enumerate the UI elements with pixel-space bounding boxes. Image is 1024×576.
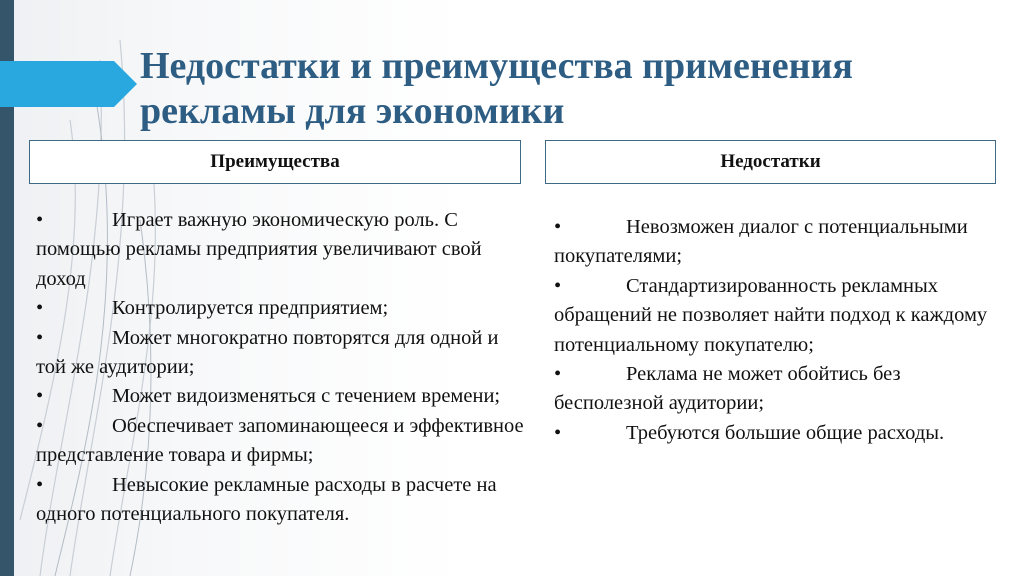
disadvantages-header: Недостатки: [545, 140, 996, 184]
advantages-header: Преимущества: [29, 140, 521, 184]
bullet: •: [36, 297, 44, 320]
bullet: •: [36, 414, 44, 437]
list-item-text: Требуются большие общие расходы.: [626, 421, 945, 444]
list-item: [36, 294, 531, 323]
bullet: •: [554, 216, 562, 238]
bullet: •: [554, 274, 562, 297]
list-item: [36, 382, 531, 411]
bullet: •: [554, 363, 562, 386]
list-item-text: Обеспечивает запоминающееся и эффективное представление товара и фирмы;: [36, 414, 524, 467]
list-item-text: Невысокие рекламные расходы в расчете на одного потенциального покупателя.: [36, 473, 497, 526]
bullet: •: [36, 209, 44, 231]
list-item: [36, 324, 531, 383]
disadvantages-list: [554, 213, 1004, 448]
bullet: •: [554, 421, 562, 444]
list-item: [554, 419, 1004, 448]
bullet: •: [36, 385, 44, 408]
bullet: •: [36, 473, 44, 496]
list-item: [36, 206, 531, 294]
bullet: •: [36, 326, 44, 349]
list-item-text: Стандартизированность рекламных обращений не позволяет найти подход к каждому потенциальному покупателю;: [554, 274, 988, 356]
list-item-text: Может видоизменяться с течением времени;: [112, 385, 501, 408]
list-item-text: Невозможен диалог с потенциальными покупателями;: [554, 216, 968, 268]
list-item-text: Контролируется предприятием;: [112, 297, 389, 320]
list-item: [554, 213, 1004, 272]
right-arrow-pentagon-icon: [0, 61, 137, 107]
advantages-list: [36, 206, 531, 529]
list-item: [554, 360, 1004, 419]
list-item: [36, 412, 531, 471]
list-item: [36, 471, 531, 530]
list-item-text: Играет важную экономическую роль. С помощью рекламы предприятия увеличивают свой доход: [36, 209, 482, 290]
list-item-text: Реклама не может обойтись без бесполезной аудитории;: [554, 363, 901, 415]
list-item: [554, 272, 1004, 360]
slide-title: Недостатки и преимущества применения рекламы для экономики: [140, 45, 853, 132]
list-item-text: Может многократно повторятся для одной и той же аудитории;: [36, 326, 499, 379]
